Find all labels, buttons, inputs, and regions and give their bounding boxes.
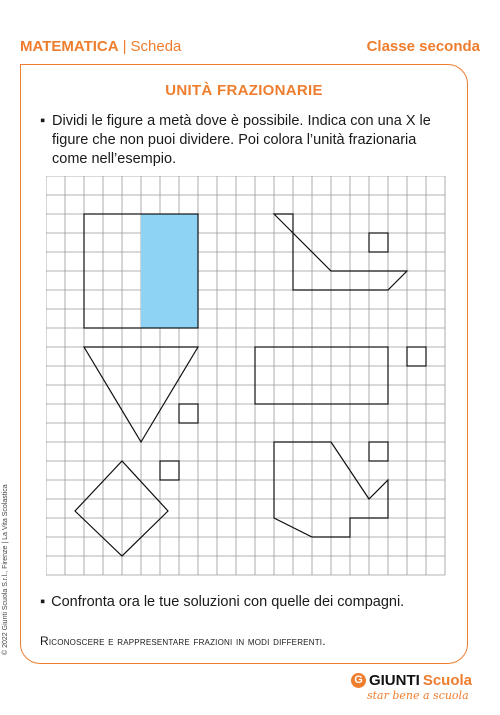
rectangle-shape[interactable] <box>255 347 388 404</box>
rectangle-small-square[interactable] <box>407 347 426 366</box>
squared-grid <box>46 176 446 576</box>
subject-name: MATEMATICA <box>20 38 119 55</box>
example-colored-half <box>141 214 198 328</box>
subject-label <box>20 38 181 55</box>
copyright-notice: © 2022 Giunti Scuola S.r.l., Firenze | La Vita Scolastica <box>2 484 9 655</box>
logo-wordmark <box>351 672 472 689</box>
publisher-logo <box>351 672 472 702</box>
sheet-label: Scheda <box>130 38 182 55</box>
grade-label: Classe seconda <box>366 38 480 55</box>
learning-objective: Riconoscere e rappresentare frazioni in modi differenti. <box>40 634 326 648</box>
page-header <box>20 38 480 62</box>
triangle-small-square[interactable] <box>179 404 198 423</box>
worksheet-title: UNITÀ FRAZIONARIE <box>165 82 323 99</box>
header-separator: | <box>122 38 127 55</box>
diamond-shape[interactable] <box>75 461 168 556</box>
instructions-text: Dividi le figure a metà dove è possibile. Indica con una X le figure che non puoi dividere. Poi colora l’unità frazionaria come nell’esempio. <box>52 113 431 167</box>
compare-text: Confronta ora le tue soluzioni con quelle dei compagni. <box>51 594 405 610</box>
instructions <box>40 112 450 169</box>
logo-tagline: star bene a scuola <box>366 689 469 702</box>
diamond-small-square[interactable] <box>160 461 179 480</box>
grid-lines <box>46 176 445 575</box>
bullet-icon: ▪ <box>40 113 46 129</box>
irregular-small-square[interactable] <box>369 442 388 461</box>
boat-small-square[interactable] <box>369 233 388 252</box>
logo-part-giunti: GIUNTI <box>368 672 420 689</box>
giunti-g-icon: G <box>351 673 366 688</box>
logo-part-scuola: Scuola <box>422 672 472 689</box>
compare-instruction <box>40 594 404 610</box>
bullet-icon: ▪ <box>40 594 46 610</box>
